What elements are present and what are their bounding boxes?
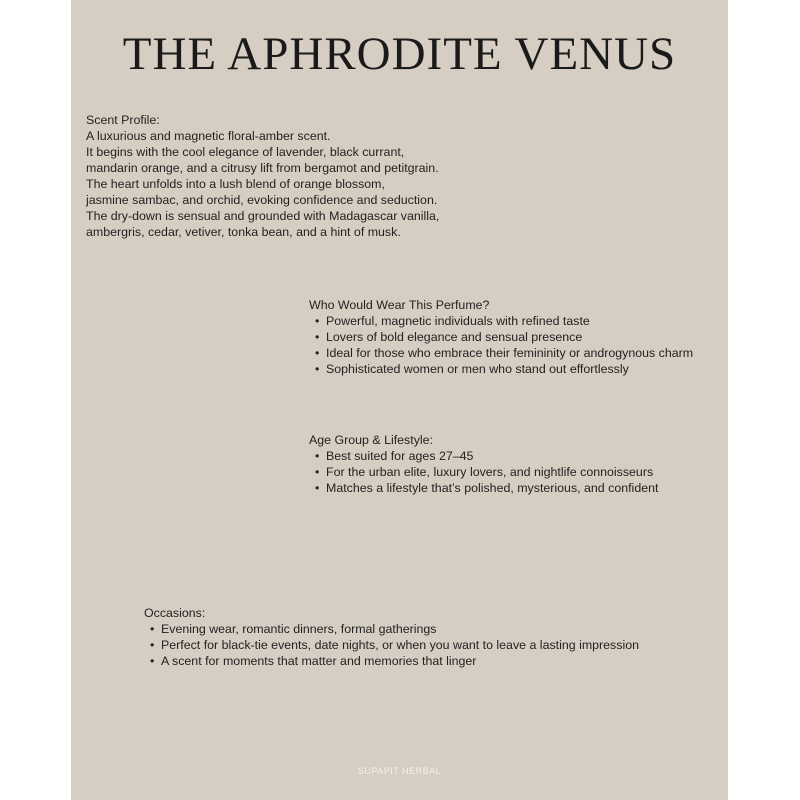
scent-profile-line: jasmine sambac, and orchid, evoking confidence and seduction. [86,193,438,207]
bullet-icon: • [315,481,320,495]
bullet-icon: • [315,449,320,463]
brand-footer: SUPAPIT HERBAL [357,766,442,776]
bullet-icon: • [315,465,320,479]
scent-profile-line: mandarin orange, and a citrusy lift from bergamot and petitgrain. [86,161,439,175]
bullet-icon: • [315,362,320,376]
list-item-text: Powerful, magnetic individuals with refined taste [326,314,590,328]
list-item [309,361,693,377]
scent-profile-line: The heart unfolds into a lush blend of orange blossom, [86,177,385,191]
list-item-text: Matches a lifestyle that’s polished, mysterious, and confident [326,481,659,495]
list-item [309,448,658,464]
scent-profile-line: It begins with the cool elegance of lavender, black currant, [86,145,405,159]
list-item-text: Perfect for black-tie events, date nights, or when you want to leave a lasting impression [161,638,639,652]
bullet-icon: • [150,638,155,652]
bullet-icon: • [150,654,155,668]
list-item-text: Sophisticated women or men who stand out effortlessly [326,362,629,376]
bullet-icon: • [150,622,155,636]
scent-profile-line: A luxurious and magnetic floral-amber scent. [86,129,331,143]
list-item [309,345,693,361]
list-item-text: A scent for moments that matter and memories that linger [161,654,477,668]
list-item-text: For the urban elite, luxury lovers, and nightlife connoisseurs [326,465,654,479]
list-item [309,329,693,345]
list-item [144,637,639,653]
age-group-section [309,432,658,496]
list-item [309,313,693,329]
list-item [309,480,658,496]
list-item-text: Best suited for ages 27–45 [326,449,474,463]
list-item-text: Ideal for those who embrace their femininity or androgynous charm [326,346,694,360]
list-item [309,464,658,480]
bullet-icon: • [315,314,320,328]
scent-profile-line: The dry-down is sensual and grounded with Madagascar vanilla, [86,209,440,223]
scent-profile-section [86,112,439,240]
age-group-list [309,448,658,496]
who-wear-heading: Who Would Wear This Perfume? [309,298,490,312]
bullet-icon: • [315,330,320,344]
bullet-icon: • [315,346,320,360]
document-page [71,0,728,800]
list-item-text: Lovers of bold elegance and sensual presence [326,330,583,344]
occasions-section [144,605,639,669]
age-group-heading: Age Group & Lifestyle: [309,433,433,447]
occasions-list [144,621,639,669]
list-item [144,621,639,637]
scent-profile-heading: Scent Profile: [86,113,160,127]
list-item-text: Evening wear, romantic dinners, formal gatherings [161,622,437,636]
who-wear-list [309,313,693,377]
who-wear-section [309,297,693,377]
page-title: THE APHRODITE VENUS [122,28,677,80]
scent-profile-line: ambergris, cedar, vetiver, tonka bean, and a hint of musk. [86,225,401,239]
occasions-heading: Occasions: [144,606,206,620]
list-item [144,653,639,669]
